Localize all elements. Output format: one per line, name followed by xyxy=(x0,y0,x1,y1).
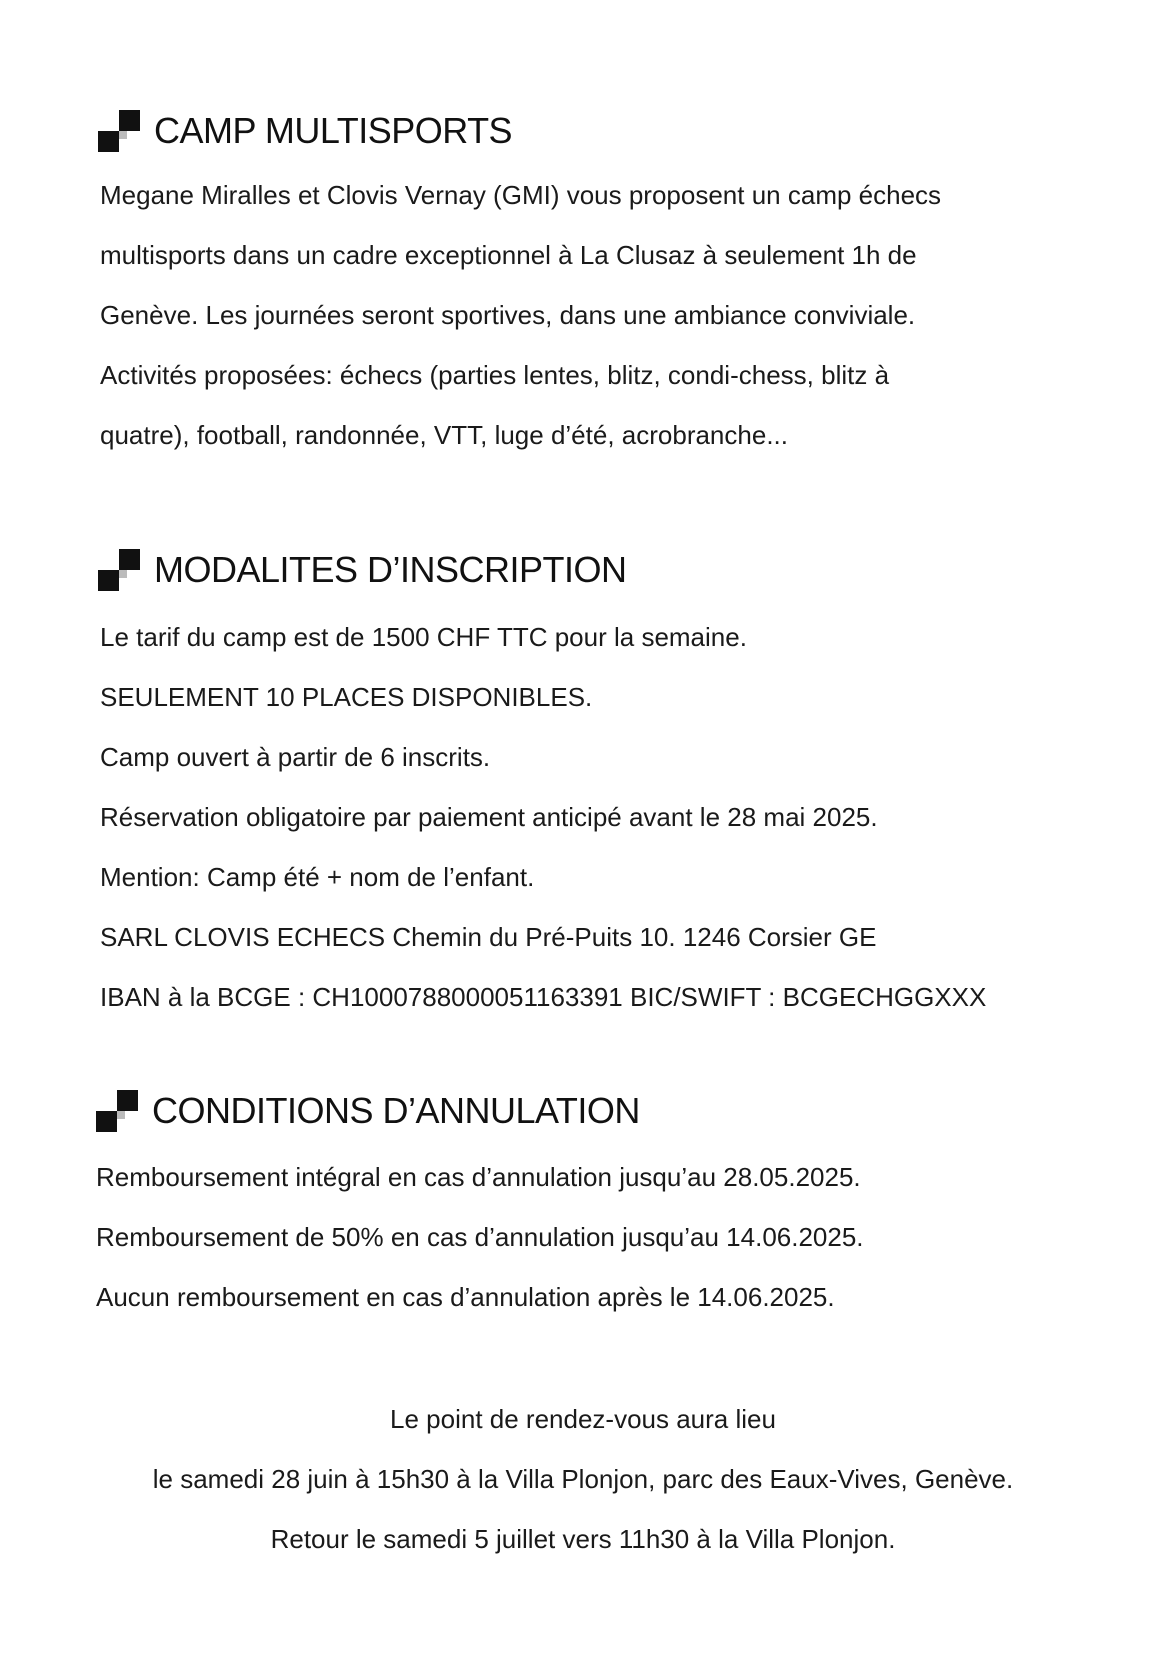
section-title: MODALITES D’INSCRIPTION xyxy=(154,549,627,590)
paragraph-line: Le tarif du camp est de 1500 CHF TTC pour la semaine. xyxy=(100,622,747,652)
paragraph-line: SEULEMENT 10 PLACES DISPONIBLES. xyxy=(100,682,593,712)
section-title: CONDITIONS D’ANNULATION xyxy=(152,1090,640,1131)
meeting-point-line: Retour le samedi 5 juillet vers 11h30 à la Villa Plonjon. xyxy=(270,1524,896,1554)
checker-icon xyxy=(96,1090,138,1132)
section-heading-camp-multisports xyxy=(98,106,512,156)
paragraph-line: Remboursement de 50% en cas d’annulation jusqu’au 14.06.2025. xyxy=(96,1222,864,1252)
paragraph-line: Mention: Camp été + nom de l’enfant. xyxy=(100,862,535,892)
paragraph-line: SARL CLOVIS ECHECS Chemin du Pré-Puits 10. 1246 Corsier GE xyxy=(100,922,877,952)
section-title: CAMP MULTISPORTS xyxy=(154,110,513,151)
paragraph-line: Remboursement intégral en cas d’annulation jusqu’au 28.05.2025. xyxy=(96,1162,861,1192)
section-heading-modalites-inscription xyxy=(98,545,627,595)
paragraph-line: Megane Miralles et Clovis Vernay (GMI) vous proposent un camp échecs xyxy=(100,180,942,210)
paragraph-line: Réservation obligatoire par paiement anticipé avant le 28 mai 2025. xyxy=(100,802,878,832)
checker-icon xyxy=(98,110,140,152)
meeting-point-line: le samedi 28 juin à 15h30 à la Villa Plonjon, parc des Eaux-Vives, Genève. xyxy=(152,1464,1014,1494)
section-heading-conditions-annulation xyxy=(96,1086,640,1136)
paragraph-line: quatre), football, randonnée, VTT, luge d’été, acrobranche... xyxy=(100,420,788,450)
iban-line: IBAN à la BCGE : CH1000788000051163391 BIC/SWIFT : BCGECHGGXXX xyxy=(100,982,987,1012)
paragraph-line: multisports dans un cadre exceptionnel à La Clusaz à seulement 1h de xyxy=(100,240,917,270)
paragraph-line: Genève. Les journées seront sportives, dans une ambiance conviviale. xyxy=(100,300,916,330)
paragraph-line: Aucun remboursement en cas d’annulation après le 14.06.2025. xyxy=(96,1282,835,1312)
paragraph-line: Activités proposées: échecs (parties lentes, blitz, condi-chess, blitz à xyxy=(100,360,890,390)
checker-icon xyxy=(98,549,140,591)
meeting-point-line: Le point de rendez-vous aura lieu xyxy=(390,1404,776,1434)
paragraph-line: Camp ouvert à partir de 6 inscrits. xyxy=(100,742,491,772)
